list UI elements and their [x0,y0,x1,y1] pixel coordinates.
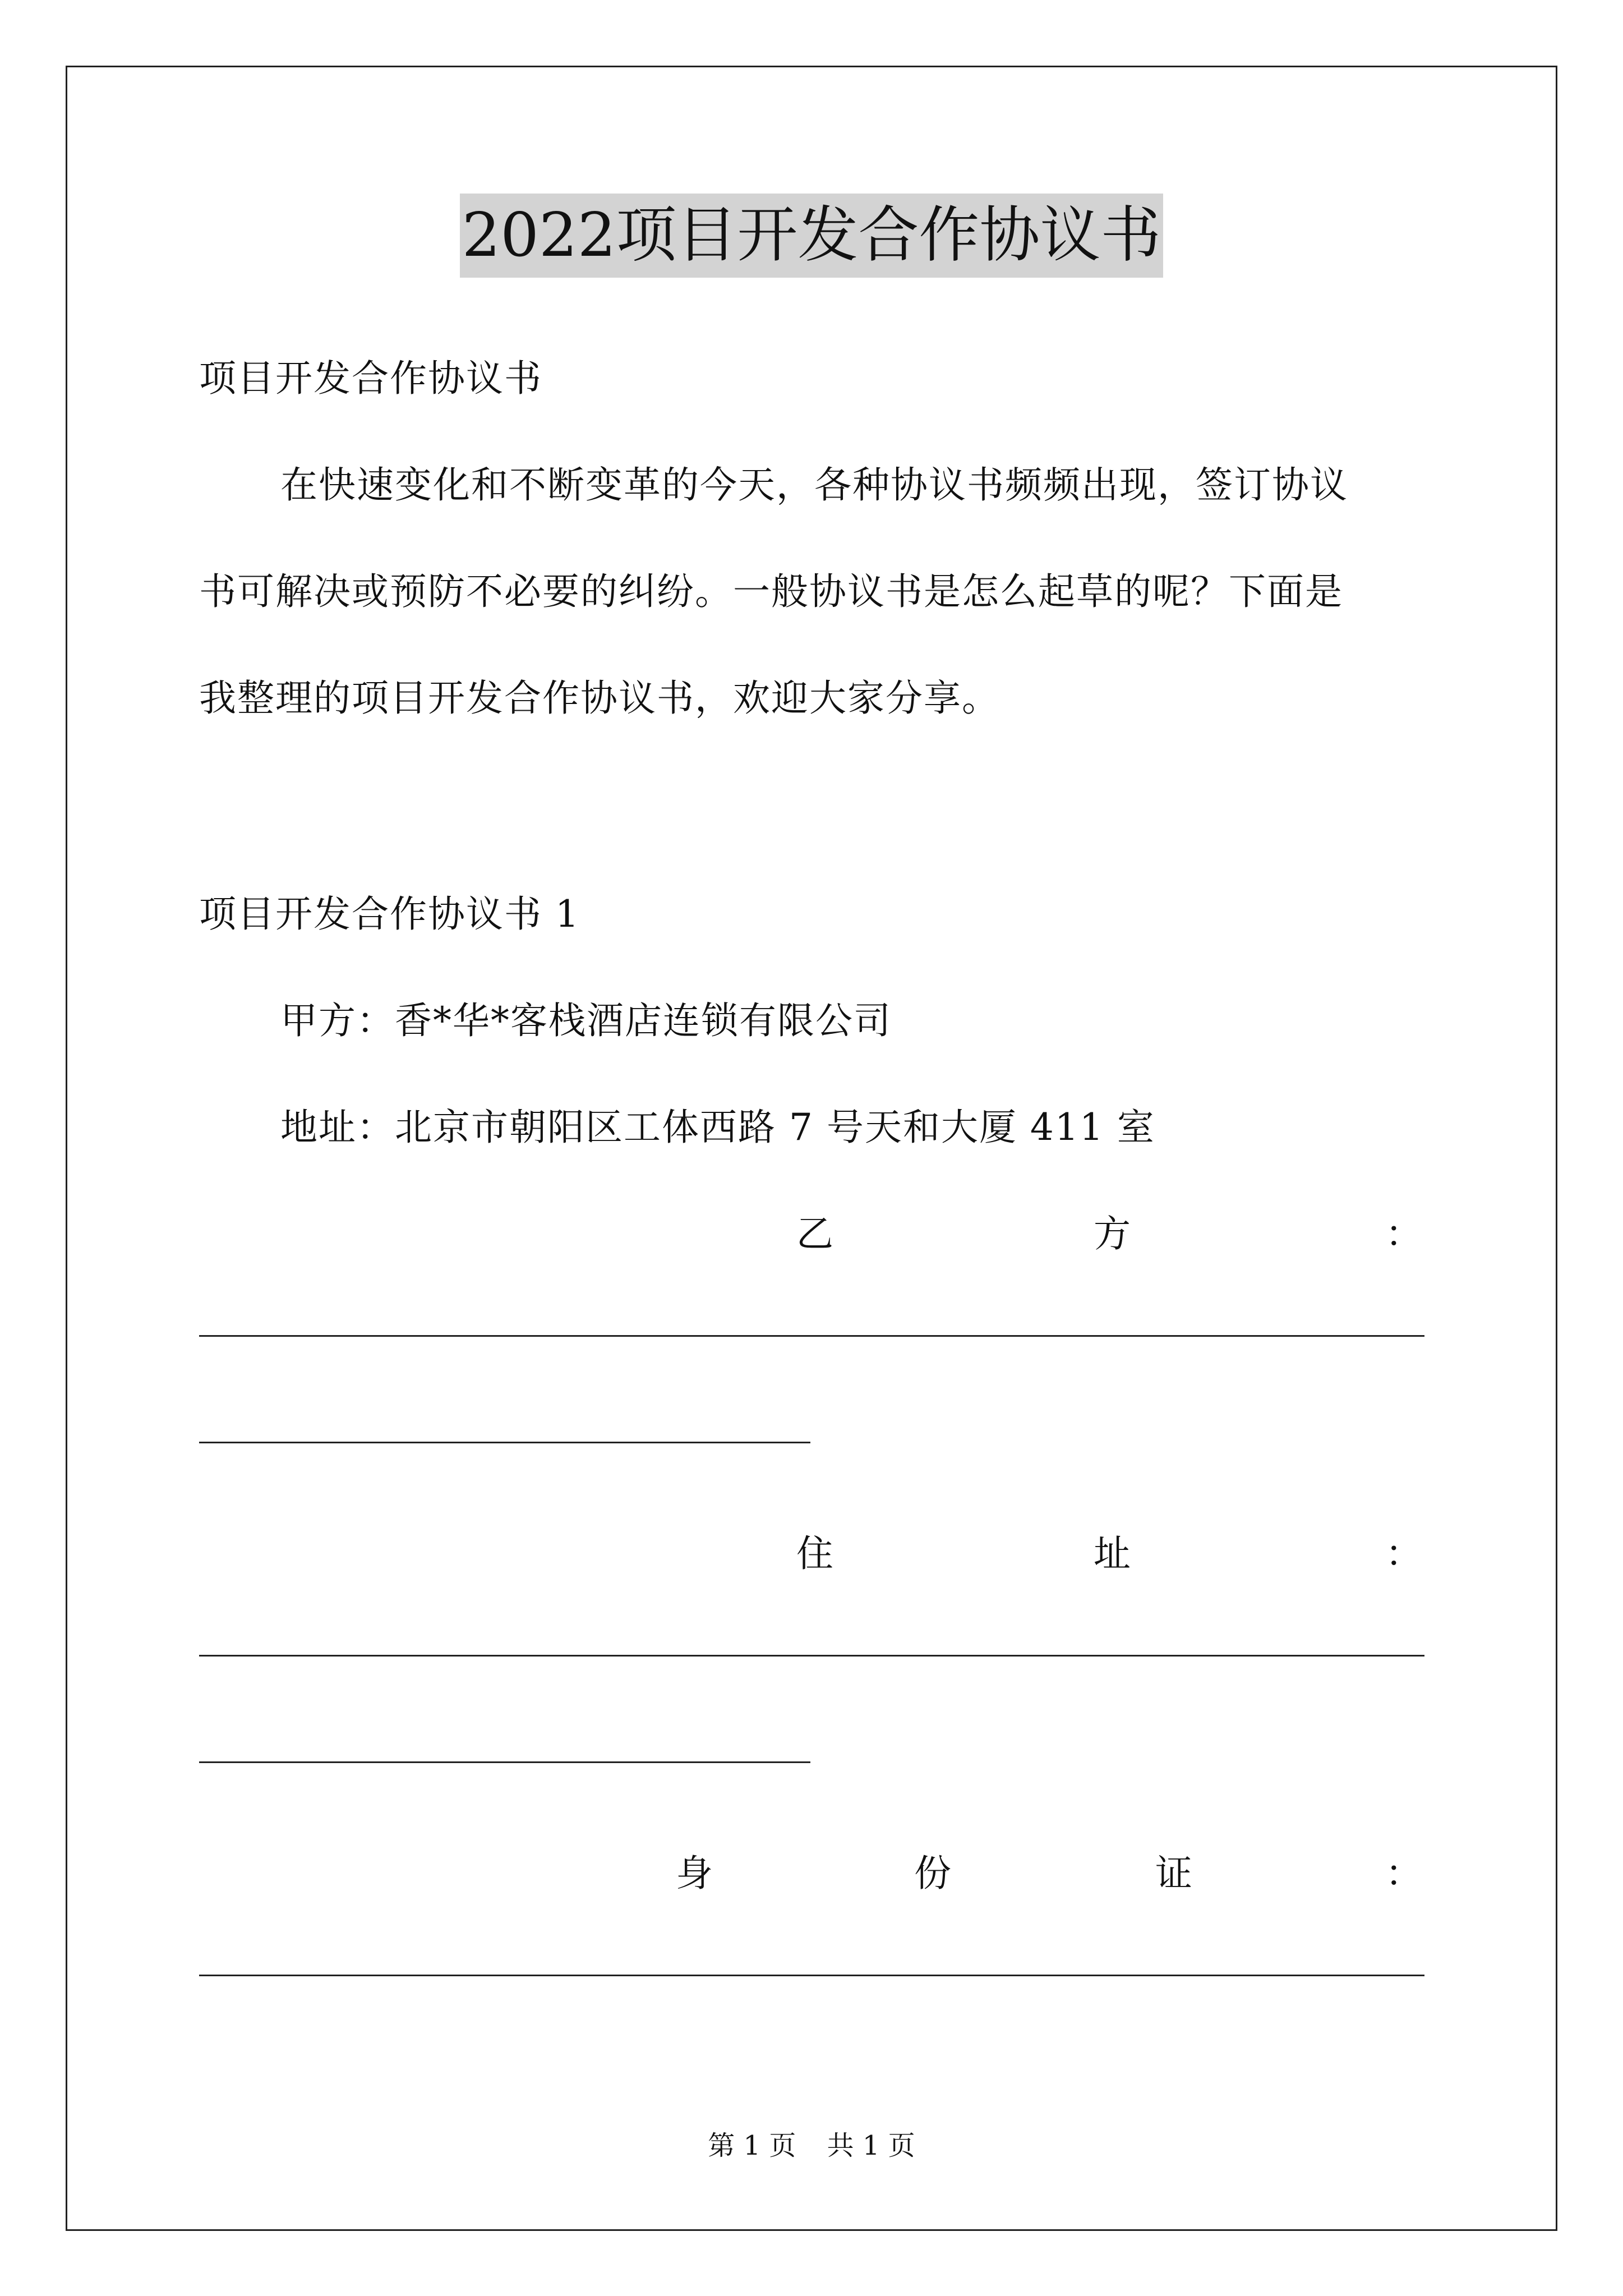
party-b-char-2: 方 [1094,1212,1131,1255]
party-a-line: 甲方：香*华*客栈酒店连锁有限公司 [280,999,892,1042]
id-blank-line-1 [199,1975,1424,1976]
party-b-blank-line-2 [199,1442,810,1443]
id-colon: ： [1385,1852,1422,1895]
address-line: 地址：北京市朝阳区工体西路 7 号天和大厦 411 室 [280,1106,1155,1149]
residence-char-1: 住 [796,1532,833,1575]
id-char-2: 份 [914,1852,951,1895]
document-subtitle: 项目开发合作协议书 [199,357,542,400]
residence-char-2: 址 [1094,1532,1131,1575]
intro-line-2: 书可解决或预防不必要的纠纷。一般协议书是怎么起草的呢？下面是 [199,570,1343,613]
party-b-blank-line-1 [199,1335,1424,1337]
page-number-total: 共 1 页 [827,2130,915,2161]
page-number-current: 第 1 页 [708,2130,796,2161]
title-container [0,194,1623,278]
document-title: 2022项目开发合作协议书 [460,194,1164,278]
page-footer [0,2126,1623,2165]
id-char-3: 证 [1155,1852,1192,1895]
intro-line-1: 在快速变化和不断变革的今天，各种协议书频频出现，签订协议 [280,463,1348,507]
residence-blank-line-2 [199,1761,810,1763]
id-char-1: 身 [676,1852,713,1895]
intro-line-3: 我整理的项目开发合作协议书，欢迎大家分享。 [199,677,1000,720]
party-b-char-1: 乙 [796,1212,833,1255]
section-heading: 项目开发合作协议书 1 [199,892,580,936]
party-b-colon: ： [1385,1212,1422,1255]
residence-colon: ： [1385,1532,1422,1575]
residence-blank-line-1 [199,1655,1424,1657]
